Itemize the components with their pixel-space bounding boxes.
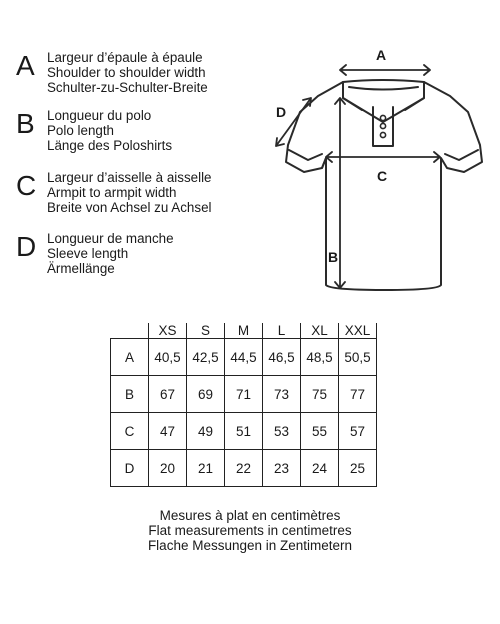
polo-shirt-diagram [270,40,500,300]
table-cell: 23 [263,450,301,487]
legend-letter: B [16,108,35,139]
table-cell: 77 [339,376,377,413]
size-header: XS [149,323,187,339]
legend-text-en: Polo length [47,123,115,138]
polo-button [380,115,385,120]
size-header: M [225,323,263,339]
diagram-label-c: C [377,168,388,184]
table-cell: 57 [339,413,377,450]
row-label: D [111,450,149,487]
table-cell: 48,5 [301,339,339,376]
legend-letter: C [16,170,37,201]
legend-text-de: Länge des Poloshirts [47,138,173,153]
table-cell: 49 [187,413,225,450]
legend-text-de: Schulter-zu-Schulter-Breite [47,80,208,95]
polo-outline [286,82,482,290]
legend-letter: A [16,50,35,81]
table-cell: 75 [301,376,339,413]
legend-text-fr: Longueur du polo [47,108,152,123]
table-row [111,339,377,376]
table-row [111,413,377,450]
diagram-label-d: D [276,104,287,120]
table-cell: 50,5 [339,339,377,376]
size-header: L [263,323,301,339]
table-cell: 40,5 [149,339,187,376]
table-cell: 22 [225,450,263,487]
table-cell: 67 [149,376,187,413]
table-cell: 73 [263,376,301,413]
diagram-label-a: A [376,47,387,63]
table-cell: 42,5 [187,339,225,376]
legend-letter: D [16,231,37,262]
legend-text-de: Breite von Achsel zu Achsel [47,200,212,215]
table-row [111,450,377,487]
table-cell: 71 [225,376,263,413]
polo-button [380,132,385,137]
table-cell: 20 [149,450,187,487]
legend-text-en: Sleeve length [47,246,129,261]
size-header: S [187,323,225,339]
table-cell: 55 [301,413,339,450]
table-corner [111,323,149,339]
table-cell: 69 [187,376,225,413]
size-header: XL [301,323,339,339]
table-cell: 51 [225,413,263,450]
polo-button [380,123,385,128]
note-de: Flache Messungen in Zentimetern [147,538,353,553]
size-header: XXL [339,323,377,339]
measure-arrow-a [340,65,430,75]
table-cell: 53 [263,413,301,450]
table-row [111,376,377,413]
table-cell: 21 [187,450,225,487]
table-cell: 25 [339,450,377,487]
measurement-note [0,508,500,553]
legend-text-fr: Largeur d’aisselle à aisselle [47,170,212,185]
table-cell: 46,5 [263,339,301,376]
legend-text-fr: Longueur de manche [47,231,174,246]
table-cell: 47 [149,413,187,450]
note-fr: Mesures à plat en centimètres [159,508,341,523]
diagram-label-b: B [328,249,339,265]
table-cell: 24 [301,450,339,487]
row-label: B [111,376,149,413]
note-en: Flat measurements in centimetres [148,523,352,538]
measure-arrow-c [326,152,440,162]
legend-text-fr: Largeur d’épaule à épaule [47,50,203,65]
size-table [110,323,377,487]
row-label: A [111,339,149,376]
legend-text-de: Ärmellänge [47,261,115,276]
row-label: C [111,413,149,450]
legend-text-en: Shoulder to shoulder width [47,65,206,80]
legend-text-en: Armpit to armpit width [47,185,177,200]
table-cell: 44,5 [225,339,263,376]
